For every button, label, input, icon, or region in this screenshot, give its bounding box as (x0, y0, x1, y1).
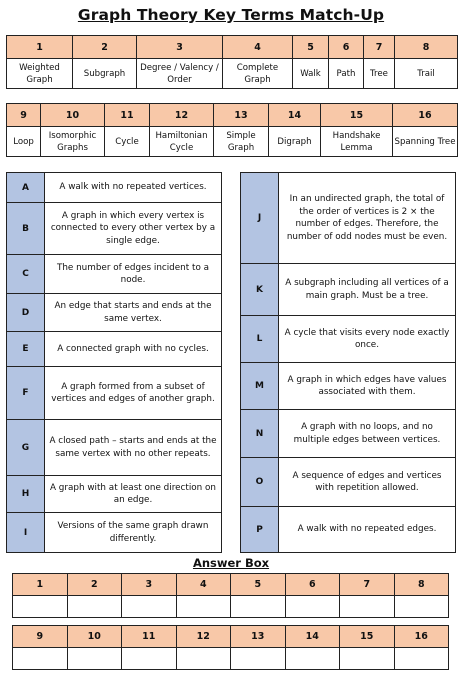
answer-number: 8 (394, 574, 449, 596)
answer-cell[interactable] (340, 648, 395, 670)
def-letter: P (241, 507, 279, 553)
def-text: A cycle that visits every node exactly once. (279, 316, 456, 363)
term-label: Subgraph (73, 59, 137, 89)
answer-cell[interactable] (13, 596, 68, 618)
answer-cell[interactable] (67, 648, 122, 670)
def-letter: A (7, 173, 45, 203)
answer-number: 7 (340, 574, 395, 596)
answer-cell[interactable] (176, 596, 231, 618)
answer-cell[interactable] (67, 596, 122, 618)
term-label: Hamiltonian Cycle (150, 127, 214, 157)
def-text: A graph formed from a subset of vertices and edges of another graph. (45, 367, 222, 420)
answer-cell[interactable] (122, 648, 177, 670)
answer-box-title: Answer Box (192, 556, 270, 570)
def-text: A subgraph including all vertices of a main graph. Must be a tree. (279, 264, 456, 316)
term-number: 12 (150, 104, 214, 127)
def-text: A sequence of edges and vertices with repetition allowed. (279, 458, 456, 507)
answer-cell[interactable] (340, 596, 395, 618)
def-letter: N (241, 410, 279, 458)
def-text: A connected graph with no cycles. (45, 332, 222, 367)
term-number: 3 (137, 36, 223, 59)
answer-number: 13 (231, 626, 286, 648)
definitions-left (6, 172, 222, 553)
def-text: A graph with no loops, and no multiple edges between vertices. (279, 410, 456, 458)
term-label: Tree (364, 59, 395, 89)
answer-number: 6 (285, 574, 340, 596)
def-letter: D (7, 294, 45, 332)
answer-cell[interactable] (285, 648, 340, 670)
term-number: 10 (41, 104, 105, 127)
term-label: Simple Graph (214, 127, 269, 157)
def-letter: B (7, 203, 45, 255)
answer-number: 4 (176, 574, 231, 596)
answer-cell[interactable] (13, 648, 68, 670)
terms-table-2 (6, 103, 458, 157)
term-label: Spanning Tree (393, 127, 458, 157)
def-letter: O (241, 458, 279, 507)
answer-table-1 (12, 573, 449, 618)
term-label: Weighted Graph (7, 59, 73, 89)
term-number: 2 (73, 36, 137, 59)
def-letter: F (7, 367, 45, 420)
answer-cell[interactable] (231, 596, 286, 618)
answer-cell[interactable] (176, 648, 231, 670)
term-number: 11 (105, 104, 150, 127)
answer-number: 1 (13, 574, 68, 596)
term-label: Path (329, 59, 364, 89)
def-letter: J (241, 173, 279, 264)
term-number: 9 (7, 104, 41, 127)
def-letter: H (7, 476, 45, 513)
terms-table-1 (6, 35, 458, 89)
term-label: Complete Graph (223, 59, 293, 89)
term-label: Walk (293, 59, 329, 89)
term-number: 14 (269, 104, 321, 127)
term-label: Degree / Valency / Order (137, 59, 223, 89)
answer-cell[interactable] (394, 648, 449, 670)
term-number: 6 (329, 36, 364, 59)
term-number: 4 (223, 36, 293, 59)
term-number: 13 (214, 104, 269, 127)
def-letter: K (241, 264, 279, 316)
def-letter: C (7, 255, 45, 294)
definitions-right (240, 172, 456, 553)
term-label: Digraph (269, 127, 321, 157)
term-label: Handshake Lemma (321, 127, 393, 157)
def-text: In an undirected graph, the total of the order of vertices is 2 × the number of edges. Therefore, the number of odd nodes must be even. (279, 173, 456, 264)
term-number: 16 (393, 104, 458, 127)
term-label: Loop (7, 127, 41, 157)
def-text: A walk with no repeated edges. (279, 507, 456, 553)
answer-number: 5 (231, 574, 286, 596)
answer-number: 3 (122, 574, 177, 596)
def-text: A walk with no repeated vertices. (45, 173, 222, 203)
def-text: A closed path – starts and ends at the same vertex with no other repeats. (45, 420, 222, 476)
answer-cell[interactable] (231, 648, 286, 670)
term-label: Cycle (105, 127, 150, 157)
term-number: 8 (395, 36, 458, 59)
term-label: Trail (395, 59, 458, 89)
answer-number: 9 (13, 626, 68, 648)
answer-number: 14 (285, 626, 340, 648)
answer-number: 11 (122, 626, 177, 648)
def-text: The number of edges incident to a node. (45, 255, 222, 294)
def-letter: I (7, 513, 45, 553)
page-title: Graph Theory Key Terms Match-Up (77, 6, 385, 24)
answer-cell[interactable] (122, 596, 177, 618)
answer-number: 2 (67, 574, 122, 596)
answer-number: 16 (394, 626, 449, 648)
answer-number: 10 (67, 626, 122, 648)
term-number: 15 (321, 104, 393, 127)
term-number: 7 (364, 36, 395, 59)
def-text: An edge that starts and ends at the same vertex. (45, 294, 222, 332)
answer-cell[interactable] (285, 596, 340, 618)
def-letter: G (7, 420, 45, 476)
term-label: Isomorphic Graphs (41, 127, 105, 157)
answer-number: 15 (340, 626, 395, 648)
def-text: A graph with at least one direction on an edge. (45, 476, 222, 513)
def-letter: E (7, 332, 45, 367)
term-number: 5 (293, 36, 329, 59)
answer-number: 12 (176, 626, 231, 648)
def-text: A graph in which every vertex is connected to every other vertex by a single edge. (45, 203, 222, 255)
answer-table-2 (12, 625, 449, 670)
answer-cell[interactable] (394, 596, 449, 618)
def-text: A graph in which edges have values associated with them. (279, 363, 456, 410)
def-text: Versions of the same graph drawn differently. (45, 513, 222, 553)
def-letter: M (241, 363, 279, 410)
def-letter: L (241, 316, 279, 363)
term-number: 1 (7, 36, 73, 59)
